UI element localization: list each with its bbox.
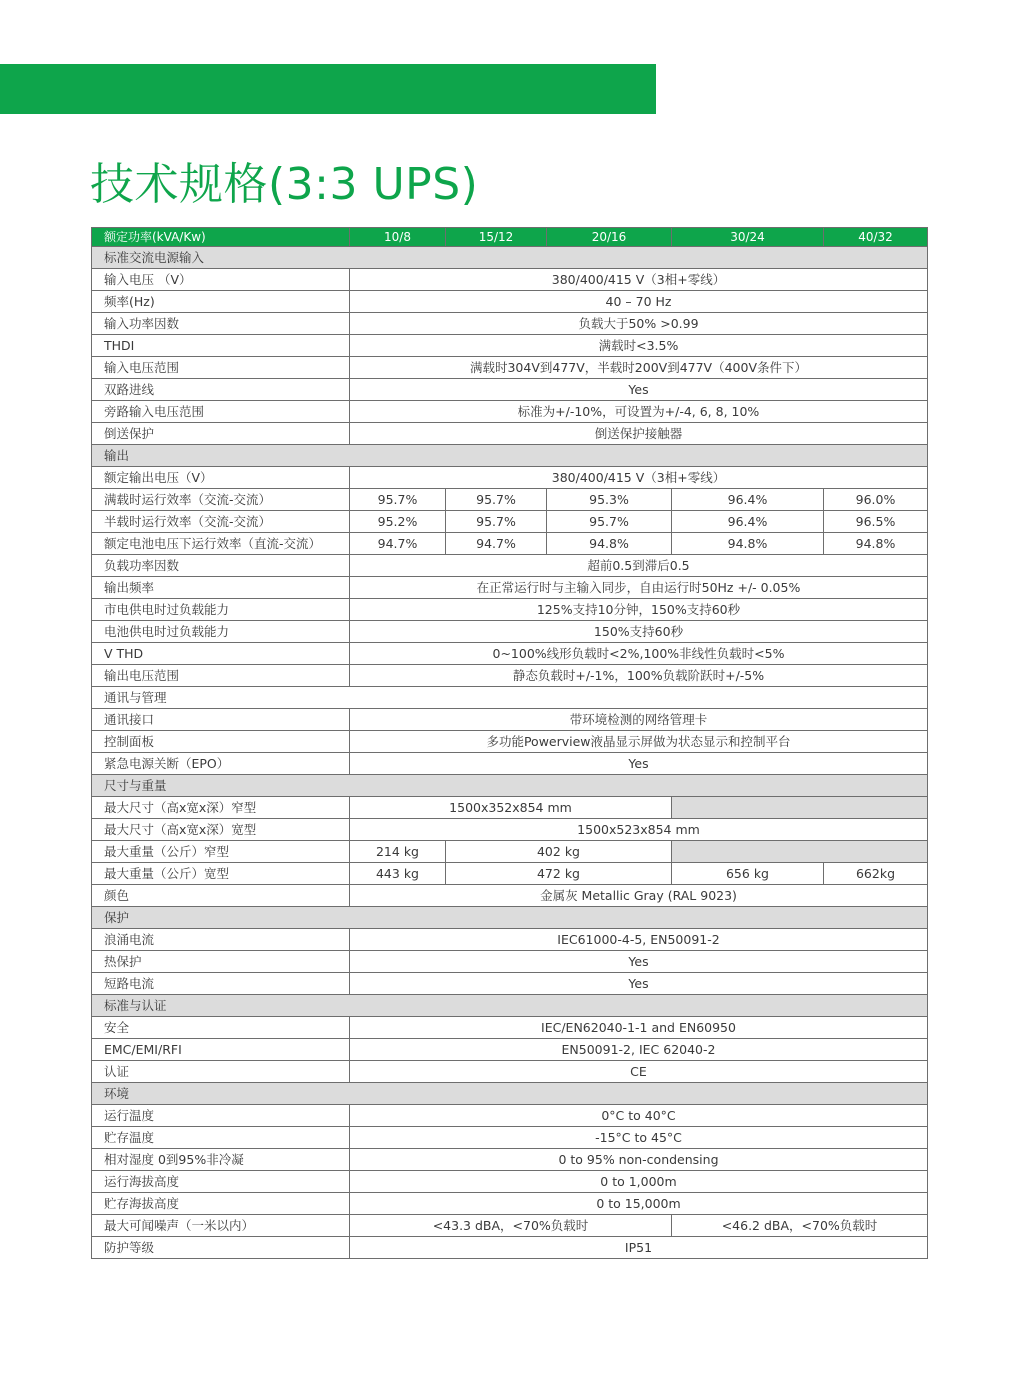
- row-value: 94.8%: [824, 533, 928, 555]
- row-value: 95.3%: [547, 489, 672, 511]
- table-row: [92, 511, 928, 533]
- row-value: IEC61000-4-5, EN50091-2: [350, 929, 928, 951]
- row-label: 短路电流: [92, 973, 350, 995]
- row-value: 662kg: [824, 863, 928, 885]
- row-value: 402 kg: [446, 841, 672, 863]
- row-value: 95.2%: [350, 511, 446, 533]
- table-row: [92, 841, 928, 863]
- row-value: 125%支持10分钟，150%支持60秒: [350, 599, 928, 621]
- table-row: [92, 1127, 928, 1149]
- row-label: 浪涌电流: [92, 929, 350, 951]
- table-row: [92, 1017, 928, 1039]
- green-header-band: [0, 64, 656, 114]
- table-row: [92, 1215, 928, 1237]
- table-row: [92, 973, 928, 995]
- row-label: 最大重量（公斤）宽型: [92, 863, 350, 885]
- row-value: 0 to 15,000m: [350, 1193, 928, 1215]
- row-value: <43.3 dBA，<70%负载时: [350, 1215, 672, 1237]
- row-label: 频率(Hz): [92, 291, 350, 313]
- row-value: 1500x523x854 mm: [350, 819, 928, 841]
- row-value: 443 kg: [350, 863, 446, 885]
- row-value: 金属灰 Metallic Gray (RAL 9023): [350, 885, 928, 907]
- section-title: 输出: [92, 445, 928, 467]
- table-row: [92, 797, 928, 819]
- row-value: 0~100%线形负载时<2%,100%非线性负载时<5%: [350, 643, 928, 665]
- row-value: 94.7%: [446, 533, 547, 555]
- model-header: 20/16: [547, 228, 672, 247]
- row-label: 通讯接口: [92, 709, 350, 731]
- section-header-protection: [92, 907, 928, 929]
- row-label: 安全: [92, 1017, 350, 1039]
- row-value: Yes: [350, 973, 928, 995]
- table-row: [92, 577, 928, 599]
- table-row: [92, 709, 928, 731]
- table-row: [92, 423, 928, 445]
- row-value: 95.7%: [446, 511, 547, 533]
- row-value: 96.4%: [672, 489, 824, 511]
- row-value: CE: [350, 1061, 928, 1083]
- empty-cell: [672, 797, 928, 819]
- model-header: 40/32: [824, 228, 928, 247]
- table-row: [92, 489, 928, 511]
- row-label: 双路进线: [92, 379, 350, 401]
- row-value: 倒送保护接触器: [350, 423, 928, 445]
- row-label: 控制面板: [92, 731, 350, 753]
- table-row: [92, 313, 928, 335]
- table-row: [92, 291, 928, 313]
- section-header-standards: [92, 995, 928, 1017]
- section-title: 尺寸与重量: [92, 775, 928, 797]
- row-value: 94.8%: [547, 533, 672, 555]
- row-value: 380/400/415 V（3相+零线）: [350, 467, 928, 489]
- row-value: 0 to 95% non-condensing: [350, 1149, 928, 1171]
- row-label: 旁路输入电压范围: [92, 401, 350, 423]
- row-value: 在正常运行时与主输入同步，自由运行时50Hz +/- 0.05%: [350, 577, 928, 599]
- row-value: 95.7%: [350, 489, 446, 511]
- row-value: IP51: [350, 1237, 928, 1259]
- row-value: 0 to 1,000m: [350, 1171, 928, 1193]
- section-header-environment: [92, 1083, 928, 1105]
- row-label: 贮存温度: [92, 1127, 350, 1149]
- row-label: 颜色: [92, 885, 350, 907]
- row-value: 静态负载时+/-1%，100%负载阶跃时+/-5%: [350, 665, 928, 687]
- table-row: [92, 1171, 928, 1193]
- row-value: EN50091-2, IEC 62040-2: [350, 1039, 928, 1061]
- row-value: 656 kg: [672, 863, 824, 885]
- table-row: [92, 379, 928, 401]
- row-label: 额定输出电压（V）: [92, 467, 350, 489]
- row-value: 多功能Powerview液晶显示屏做为状态显示和控制平台: [350, 731, 928, 753]
- table-row: [92, 1149, 928, 1171]
- row-value: 150%支持60秒: [350, 621, 928, 643]
- row-value: 96.5%: [824, 511, 928, 533]
- row-label: V THD: [92, 643, 350, 665]
- row-value: 95.7%: [547, 511, 672, 533]
- section-header-input: [92, 247, 928, 269]
- row-value: 超前0.5到滞后0.5: [350, 555, 928, 577]
- row-label: 输入电压 （V）: [92, 269, 350, 291]
- page-title: 技术规格(3:3 UPS): [90, 159, 479, 210]
- model-header: 30/24: [672, 228, 824, 247]
- row-label: 紧急电源关断（EPO）: [92, 753, 350, 775]
- row-label: 额定电池电压下运行效率（直流-交流）: [92, 533, 350, 555]
- row-value: 0°C to 40°C: [350, 1105, 928, 1127]
- row-label: 认证: [92, 1061, 350, 1083]
- row-label: 输出频率: [92, 577, 350, 599]
- section-title: 标准交流电源输入: [92, 247, 928, 269]
- row-label: 最大重量（公斤）窄型: [92, 841, 350, 863]
- section-title: 标准与认证: [92, 995, 928, 1017]
- table-row: [92, 533, 928, 555]
- header-label: 额定功率(kVA/Kw): [92, 228, 350, 247]
- table-row: [92, 863, 928, 885]
- table-row: [92, 335, 928, 357]
- table-row: [92, 643, 928, 665]
- table-row: [92, 555, 928, 577]
- row-label: 市电供电时过负载能力: [92, 599, 350, 621]
- table-row: [92, 731, 928, 753]
- row-label: 热保护: [92, 951, 350, 973]
- table-row: [92, 819, 928, 841]
- table-header-row: [92, 228, 928, 247]
- row-label: 最大尺寸（高x宽x深）窄型: [92, 797, 350, 819]
- row-value: 带环境检测的网络管理卡: [350, 709, 928, 731]
- table-row: [92, 467, 928, 489]
- row-label: 倒送保护: [92, 423, 350, 445]
- row-label: 运行海拔高度: [92, 1171, 350, 1193]
- row-value: 96.4%: [672, 511, 824, 533]
- row-value: Yes: [350, 753, 928, 775]
- row-label: 最大尺寸（高x宽x深）宽型: [92, 819, 350, 841]
- row-label: EMC/EMI/RFI: [92, 1039, 350, 1061]
- section-header-dimensions: [92, 775, 928, 797]
- table-row: [92, 951, 928, 973]
- row-label: 最大可闻噪声（一米以内）: [92, 1215, 350, 1237]
- table-row: [92, 753, 928, 775]
- row-label: 运行温度: [92, 1105, 350, 1127]
- row-value: 满载时<3.5%: [350, 335, 928, 357]
- subsection-title: 通讯与管理: [92, 687, 928, 709]
- table-row: [92, 269, 928, 291]
- table-row: [92, 621, 928, 643]
- row-label: 防护等级: [92, 1237, 350, 1259]
- table-row: [92, 1039, 928, 1061]
- row-value: 1500x352x854 mm: [350, 797, 672, 819]
- row-value: Yes: [350, 951, 928, 973]
- table-row: [92, 1237, 928, 1259]
- row-value: 40 – 70 Hz: [350, 291, 928, 313]
- row-value: IEC/EN62040-1-1 and EN60950: [350, 1017, 928, 1039]
- section-header-output: [92, 445, 928, 467]
- model-header: 15/12: [446, 228, 547, 247]
- row-value: 95.7%: [446, 489, 547, 511]
- section-title: 保护: [92, 907, 928, 929]
- table-row: [92, 1105, 928, 1127]
- table-row: [92, 665, 928, 687]
- row-label: 输出电压范围: [92, 665, 350, 687]
- row-value: <46.2 dBA，<70%负载时: [672, 1215, 928, 1237]
- table-row: [92, 687, 928, 709]
- row-value: 94.8%: [672, 533, 824, 555]
- row-value: 472 kg: [446, 863, 672, 885]
- table-row: [92, 401, 928, 423]
- section-title: 环境: [92, 1083, 928, 1105]
- row-value: 负载大于50% >0.99: [350, 313, 928, 335]
- row-value: 满载时304V到477V，半载时200V到477V（400V条件下）: [350, 357, 928, 379]
- row-value: 214 kg: [350, 841, 446, 863]
- spec-table: [91, 227, 928, 1259]
- row-value: 94.7%: [350, 533, 446, 555]
- row-value: 96.0%: [824, 489, 928, 511]
- row-value: Yes: [350, 379, 928, 401]
- table-row: [92, 357, 928, 379]
- row-value: 标准为+/-10%，可设置为+/-4, 6, 8, 10%: [350, 401, 928, 423]
- row-value: 380/400/415 V（3相+零线）: [350, 269, 928, 291]
- row-label: 相对湿度 0到95%非冷凝: [92, 1149, 350, 1171]
- row-label: 负载功率因数: [92, 555, 350, 577]
- table-row: [92, 929, 928, 951]
- row-label: THDI: [92, 335, 350, 357]
- row-label: 贮存海拔高度: [92, 1193, 350, 1215]
- row-label: 输入电压范围: [92, 357, 350, 379]
- row-label: 满载时运行效率（交流-交流）: [92, 489, 350, 511]
- row-label: 半载时运行效率（交流-交流）: [92, 511, 350, 533]
- table-row: [92, 1061, 928, 1083]
- table-row: [92, 1193, 928, 1215]
- table-row: [92, 885, 928, 907]
- empty-cell: [672, 841, 928, 863]
- row-label: 输入功率因数: [92, 313, 350, 335]
- table-row: [92, 599, 928, 621]
- row-value: -15°C to 45°C: [350, 1127, 928, 1149]
- row-label: 电池供电时过负载能力: [92, 621, 350, 643]
- model-header: 10/8: [350, 228, 446, 247]
